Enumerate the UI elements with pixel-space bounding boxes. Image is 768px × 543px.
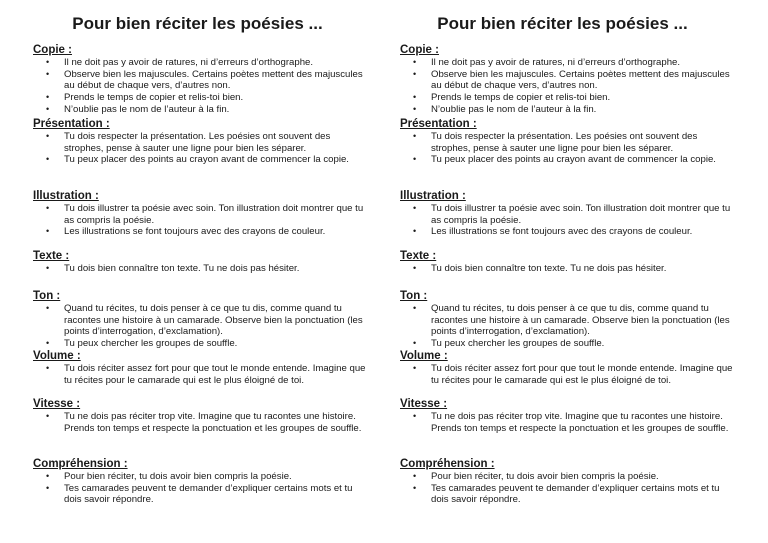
list-item-text: Tu dois bien connaître ton texte. Tu ne dois pas hésiter. <box>64 263 300 274</box>
bullet-icon: • <box>413 154 417 165</box>
list-item <box>400 69 745 92</box>
section-heading: Ton : <box>400 290 428 302</box>
list-item-text: Quand tu récites, tu dois penser à ce que tu dis, comme quand tu racontes une histoire à un camarade. Observe bien la ponctuation (les points d’interrogation, d’exclamation). <box>64 303 363 338</box>
list-item <box>400 263 745 275</box>
list-item <box>33 303 378 338</box>
bullet-icon: • <box>413 92 417 103</box>
bullet-icon: • <box>413 263 417 273</box>
list-item <box>33 203 378 226</box>
bullet-icon: • <box>46 411 50 421</box>
bullet-list <box>400 203 745 238</box>
bullet-list <box>33 303 378 350</box>
list-item <box>400 411 745 434</box>
list-item <box>33 411 378 434</box>
section-heading: Copie : <box>400 44 439 56</box>
list-item-text: Prends le temps de copier et relis-toi bien. <box>64 92 244 104</box>
section-vitesse <box>33 398 378 434</box>
list-item-text: Observe bien les majuscules. Certains poètes mettent des majuscules au début de chaque vers, d’autres non. <box>64 68 363 92</box>
bullet-icon: • <box>46 482 50 493</box>
bullet-list <box>400 57 745 116</box>
list-item-text: Tu ne dois pas réciter trop vite. Imagine que tu racontes une histoire. Prends ton temps et respecte la ponctuation et les groupes de souffle. <box>431 411 729 434</box>
list-item <box>400 338 745 350</box>
list-item <box>33 131 378 154</box>
bullet-icon: • <box>46 263 50 273</box>
section-copie <box>400 44 745 116</box>
list-item-text: Les illustrations se font toujours avec des crayons de couleur. <box>64 226 326 238</box>
list-item-text: Il ne doit pas y avoir de ratures, ni d’erreurs d’orthographe. <box>431 57 681 68</box>
bullet-icon: • <box>46 92 50 103</box>
section-texte <box>33 250 378 275</box>
list-item <box>33 471 378 483</box>
list-item-text: Tu peux placer des points au crayon avant de commencer la copie. <box>431 154 716 166</box>
bullet-icon: • <box>413 411 417 421</box>
section-ton <box>400 290 745 350</box>
list-item-text: Tu peux chercher les groupes de souffle. <box>431 338 605 350</box>
bullet-list <box>400 263 745 275</box>
section-ton <box>33 290 378 350</box>
section-heading: Copie : <box>33 44 72 56</box>
section-comprehension <box>33 458 378 506</box>
bullet-list <box>33 363 378 386</box>
bullet-icon: • <box>46 103 50 114</box>
bullet-icon: • <box>46 338 50 349</box>
list-item-text: Il ne doit pas y avoir de ratures, ni d’erreurs d’orthographe. <box>64 57 314 68</box>
section-heading: Vitesse : <box>400 398 448 410</box>
bullet-icon: • <box>413 226 417 237</box>
list-item <box>33 92 378 104</box>
bullet-icon: • <box>46 154 50 165</box>
list-item-text: Tu dois illustrer ta poésie avec soin. Ton illustration doit montrer que tu as compris la poésie. <box>431 203 731 226</box>
list-item <box>33 363 378 386</box>
bullet-icon: • <box>46 131 50 141</box>
bullet-icon: • <box>413 338 417 349</box>
list-item <box>33 104 378 116</box>
list-item-text: Tes camarades peuvent te demander d’expliquer certains mots et tu dois savoir répondre. <box>431 482 720 506</box>
section-comprehension <box>400 458 745 506</box>
bullet-icon: • <box>413 303 417 313</box>
list-item-text: N’oublie pas le nom de l’auteur à la fin. <box>431 103 597 115</box>
list-item-text: Tu dois respecter la présentation. Les poésies ont souvent des strophes, pense à sauter une ligne pour bien les séparer. <box>64 131 331 154</box>
list-item <box>33 69 378 92</box>
section-heading: Illustration : <box>33 190 99 202</box>
list-item <box>33 483 378 506</box>
bullet-list <box>400 131 745 166</box>
list-item-text: Observe bien les majuscules. Certains poètes mettent des majuscules au début de chaque vers, d’autres non. <box>431 68 730 92</box>
section-heading: Compréhension : <box>400 458 495 470</box>
list-item <box>400 57 745 69</box>
bullet-icon: • <box>413 471 417 481</box>
list-item-text: Les illustrations se font toujours avec des crayons de couleur. <box>431 226 693 238</box>
list-item <box>33 154 378 166</box>
list-item <box>33 57 378 69</box>
list-item <box>400 92 745 104</box>
bullet-icon: • <box>413 363 417 373</box>
list-item-text: Tu dois illustrer ta poésie avec soin. Ton illustration doit montrer que tu as compris la poésie. <box>64 203 364 226</box>
list-item <box>400 154 745 166</box>
list-item <box>33 226 378 238</box>
section-illustration <box>33 190 378 238</box>
section-presentation <box>33 118 378 166</box>
list-item <box>400 471 745 483</box>
list-item <box>33 263 378 275</box>
list-item-text: Prends le temps de copier et relis-toi bien. <box>431 92 611 104</box>
list-item <box>400 483 745 506</box>
section-heading: Compréhension : <box>33 458 128 470</box>
list-item-text: Pour bien réciter, tu dois avoir bien compris la poésie. <box>431 471 659 482</box>
section-heading: Illustration : <box>400 190 466 202</box>
list-item-text: Quand tu récites, tu dois penser à ce que tu dis, comme quand tu racontes une histoire à un camarade. Observe bien la ponctuation (les points d’interrogation, d’exclamation). <box>431 303 730 338</box>
bullet-icon: • <box>46 68 50 79</box>
section-volume <box>400 350 745 386</box>
bullet-list <box>33 411 378 434</box>
list-item-text: N’oublie pas le nom de l’auteur à la fin. <box>64 103 230 115</box>
section-heading: Volume : <box>33 350 81 362</box>
bullet-icon: • <box>46 226 50 237</box>
section-presentation <box>400 118 745 166</box>
section-heading: Vitesse : <box>33 398 81 410</box>
sheet-title: Pour bien réciter les poésies ... <box>437 14 688 33</box>
section-heading: Texte : <box>400 250 437 262</box>
list-item-text: Tu peux placer des points au crayon avant de commencer la copie. <box>64 154 349 166</box>
bullet-list <box>33 263 378 275</box>
sheet-title: Pour bien réciter les poésies ... <box>72 14 323 33</box>
section-copie <box>33 44 378 116</box>
bullet-list <box>33 203 378 238</box>
list-item-text: Tu dois bien connaître ton texte. Tu ne dois pas hésiter. <box>431 263 667 274</box>
bullet-list <box>400 303 745 350</box>
bullet-list <box>400 411 745 434</box>
list-item-text: Pour bien réciter, tu dois avoir bien compris la poésie. <box>64 471 292 482</box>
bullet-icon: • <box>46 471 50 481</box>
section-vitesse <box>400 398 745 434</box>
section-heading: Présentation : <box>33 118 110 130</box>
list-item <box>400 104 745 116</box>
list-item-text: Tu ne dois pas réciter trop vite. Imagine que tu racontes une histoire. Prends ton temps et respecte la ponctuation et les groupes de souffle. <box>64 411 362 434</box>
section-heading: Ton : <box>33 290 61 302</box>
list-item-text: Tu dois réciter assez fort pour que tout le monde entende. Imagine que tu récites pour le camarade qui est le plus éloigné de toi. <box>431 363 733 386</box>
bullet-list <box>33 131 378 166</box>
list-item-text: Tu peux chercher les groupes de souffle. <box>64 338 238 350</box>
bullet-icon: • <box>413 203 417 213</box>
bullet-icon: • <box>413 57 417 67</box>
section-volume <box>33 350 378 386</box>
section-illustration <box>400 190 745 238</box>
list-item-text: Tes camarades peuvent te demander d’expliquer certains mots et tu dois savoir répondre. <box>64 482 353 506</box>
list-item-text: Tu dois réciter assez fort pour que tout le monde entende. Imagine que tu récites pour le camarade qui est le plus éloigné de toi. <box>64 363 366 386</box>
bullet-list <box>400 471 745 506</box>
bullet-icon: • <box>46 303 50 313</box>
list-item <box>400 203 745 226</box>
list-item-text: Tu dois respecter la présentation. Les poésies ont souvent des strophes, pense à sauter une ligne pour bien les séparer. <box>431 131 698 154</box>
bullet-icon: • <box>413 103 417 114</box>
section-texte <box>400 250 745 275</box>
bullet-list <box>33 57 378 116</box>
list-item <box>400 303 745 338</box>
bullet-list <box>33 471 378 506</box>
bullet-icon: • <box>413 482 417 493</box>
bullet-icon: • <box>46 57 50 67</box>
section-heading: Présentation : <box>400 118 477 130</box>
bullet-list <box>400 363 745 386</box>
list-item <box>400 226 745 238</box>
bullet-icon: • <box>46 363 50 373</box>
bullet-icon: • <box>413 131 417 141</box>
list-item <box>400 363 745 386</box>
section-heading: Volume : <box>400 350 448 362</box>
section-heading: Texte : <box>33 250 70 262</box>
bullet-icon: • <box>413 68 417 79</box>
bullet-icon: • <box>46 203 50 213</box>
list-item <box>33 338 378 350</box>
list-item <box>400 131 745 154</box>
